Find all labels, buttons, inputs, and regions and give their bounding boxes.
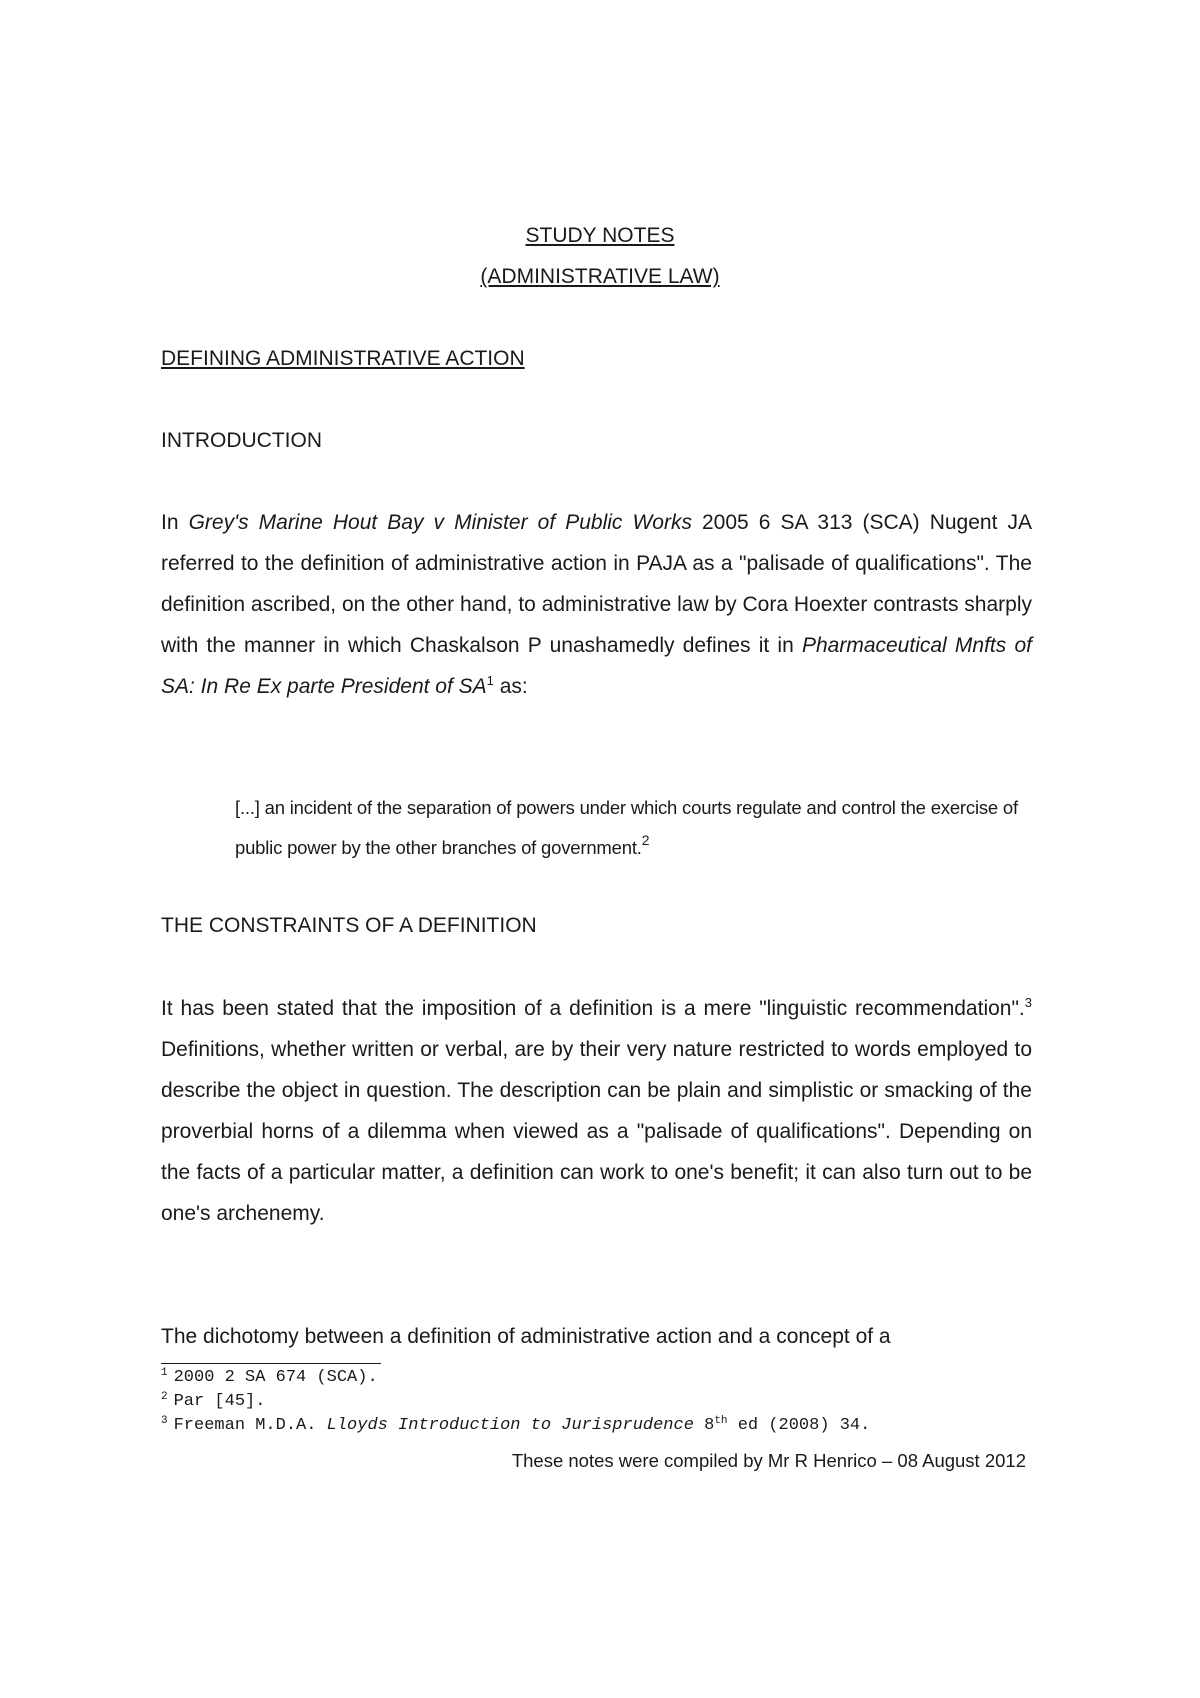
intro-heading: INTRODUCTION — [161, 429, 322, 452]
dichotomy-paragraph: The dichotomy between a definition of administrative action and a concept of a — [161, 1325, 891, 1348]
footnote-separator — [161, 1363, 381, 1364]
footnote-1: $^1$ 2000 2 SA 674 (SCA). — [161, 1367, 378, 1387]
constraints-heading: THE CONSTRAINTS OF A DEFINITION — [161, 914, 537, 937]
footnote-3: $^3$ Freeman M.D.A. Lloyds Introduction to Jurisprudence 8th ed (2008) 34. — [161, 1415, 871, 1435]
footnote-ref[interactable]: 1 — [486, 673, 494, 688]
footnotes — [161, 1366, 1061, 1438]
footnote-ref[interactable]: 3 — [1024, 995, 1032, 1010]
constraints-paragraph: It has been stated that the imposition of a definition is a mere "linguistic recommendation".$^3$ Definitions, whether written or verbal, are by their very nature restricted to words employed to describe the object in question. The description can be plain and simplistic or smacking of the proverbial horns of a dilemma when viewed as a "palisade of qualifications". Depending on the facts of a particular matter, a definition can work to one's benefit; it can also turn out to be one's archenemy. — [161, 995, 1032, 1225]
document-title: STUDY NOTES — [525, 224, 675, 247]
footnote-ref[interactable]: 2 — [641, 832, 650, 848]
case-citation: Pharmaceutical Mnfts of SA: In Re Ex parte President of SA — [161, 634, 1032, 698]
document-subtitle: (ADMINISTRATIVE LAW) — [480, 265, 720, 288]
section-heading: DEFINING ADMINISTRATIVE ACTION — [161, 347, 525, 370]
case-citation: Grey's Marine Hout Bay v Minister of Public Works — [188, 511, 692, 534]
intro-paragraph: In Grey's Marine Hout Bay v Minister of Public Works 2005 6 SA 313 (SCA) Nugent JA referred to the definition of administrative action in PAJA as a "palisade of qualifications". The definition ascribed, on the other hand, to administrative law by Cora Hoexter contrasts sharply with the manner in which Chaskalson P unashamedly defines it in Pharmaceutical Mnfts of SA: In Re Ex parte President of SA$^1$ as: — [161, 511, 1032, 698]
block-quote: [...] an incident of the separation of powers under which courts regulate and control the exercise of public power by the other branches of government.$^2$ — [235, 797, 1018, 858]
compiled-by-footer: These notes were compiled by Mr R Henrico – 08 August 2012 — [511, 1450, 1026, 1471]
footnote-2: $^2$ Par [45]. — [161, 1391, 266, 1411]
